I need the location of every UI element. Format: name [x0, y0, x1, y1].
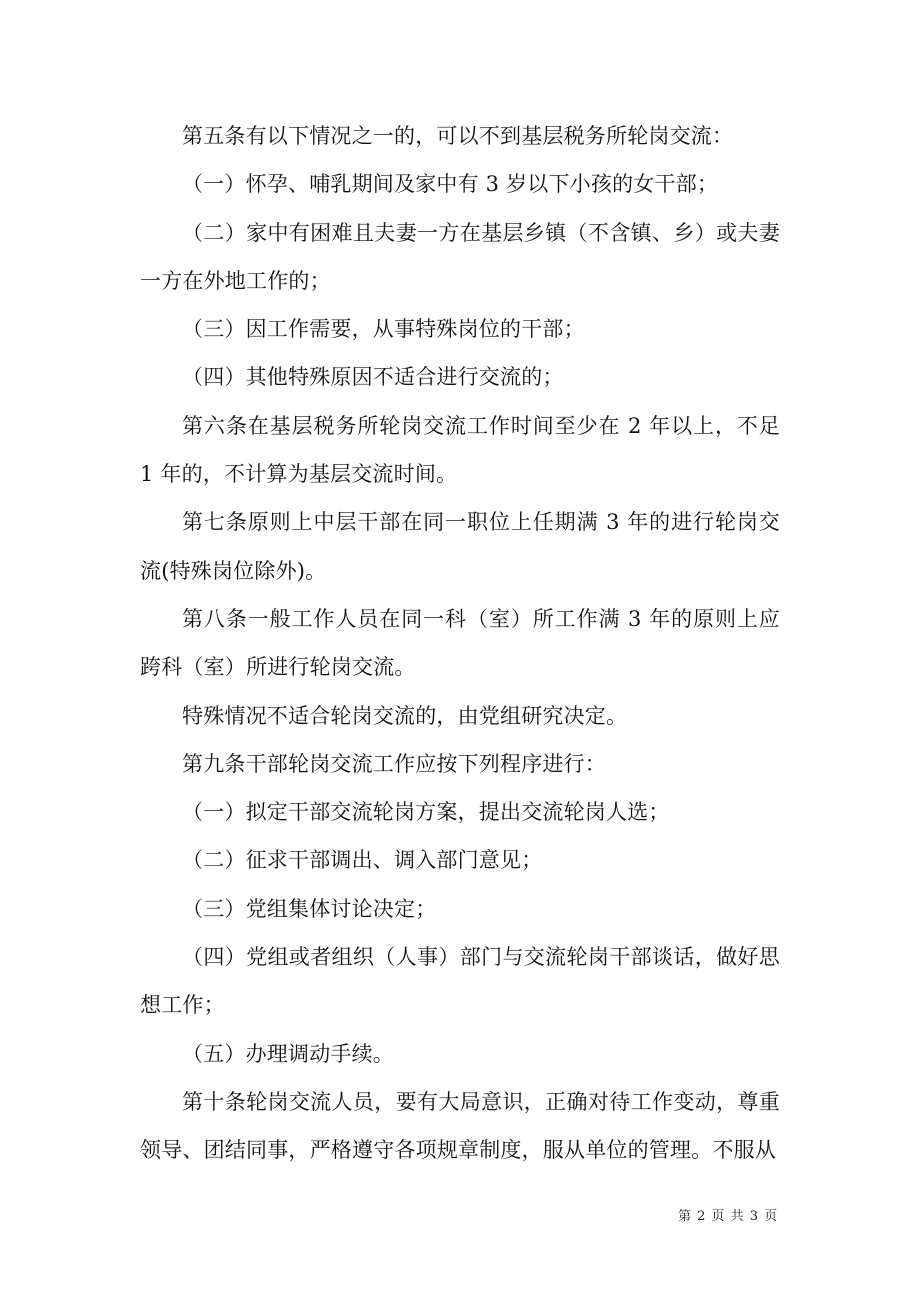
paragraph-article-7: 第七条原则上中层干部在同一职位上任期满 3 年的进行轮岗交流(特殊岗位除外)。: [140, 510, 780, 583]
document-body: [140, 112, 780, 1175]
paragraph-article-9-item-2: （二）征求干部调出、调入部门意见；: [182, 848, 543, 873]
paragraph-article-9-item-1: （一）拟定干部交流轮岗方案，提出交流轮岗人选；: [182, 800, 670, 825]
paragraph-article-9-item-3: （三）党组集体讨论决定；: [182, 896, 437, 921]
paragraph-article-9-item-4: （四）党组或者组织（人事）部门与交流轮岗干部谈话，做好思想工作；: [140, 945, 780, 1018]
paragraph-article-8: 第八条一般工作人员在同一科（室）所工作满 3 年的原则上应跨科（室）所进行轮岗交流。: [140, 606, 780, 680]
paragraph-article-9-item-5: （五）办理调动手续。: [182, 1041, 394, 1066]
paragraph-article-5-item-2: （二）家中有困难且夫妻一方在基层乡镇（不含镇、乡）或夫妻一方在外地工作的；: [140, 220, 780, 293]
paragraph-article-5-item-4: （四）其他特殊原因不适合进行交流的；: [182, 365, 564, 390]
paragraph-article-5: 第五条有以下情况之一的，可以不到基层税务所轮岗交流：: [182, 124, 734, 148]
page-number-footer: 第 2 页 共 3 页: [678, 1209, 779, 1224]
paragraph-article-10: 第十条轮岗交流人员，要有大局意识，正确对待工作变动，尊重领导、团结同事，严格遵守各项规章制度，服从单位的管理。不服从: [140, 1089, 780, 1163]
paragraph-article-8-note: 特殊情况不适合轮岗交流的，由党组研究决定。: [182, 703, 628, 728]
paragraph-article-5-item-1: （一）怀孕、哺乳期间及家中有 3 岁以下小孩的女干部；: [182, 172, 719, 197]
paragraph-article-6: 第六条在基层税务所轮岗交流工作时间至少在 2 年以上，不足 1 年的，不计算为基层交流时间。: [140, 413, 780, 487]
paragraph-article-9: 第九条干部轮岗交流工作应按下列程序进行：: [182, 751, 606, 776]
paragraph-article-5-item-3: （三）因工作需要，从事特殊岗位的干部；: [182, 317, 585, 342]
